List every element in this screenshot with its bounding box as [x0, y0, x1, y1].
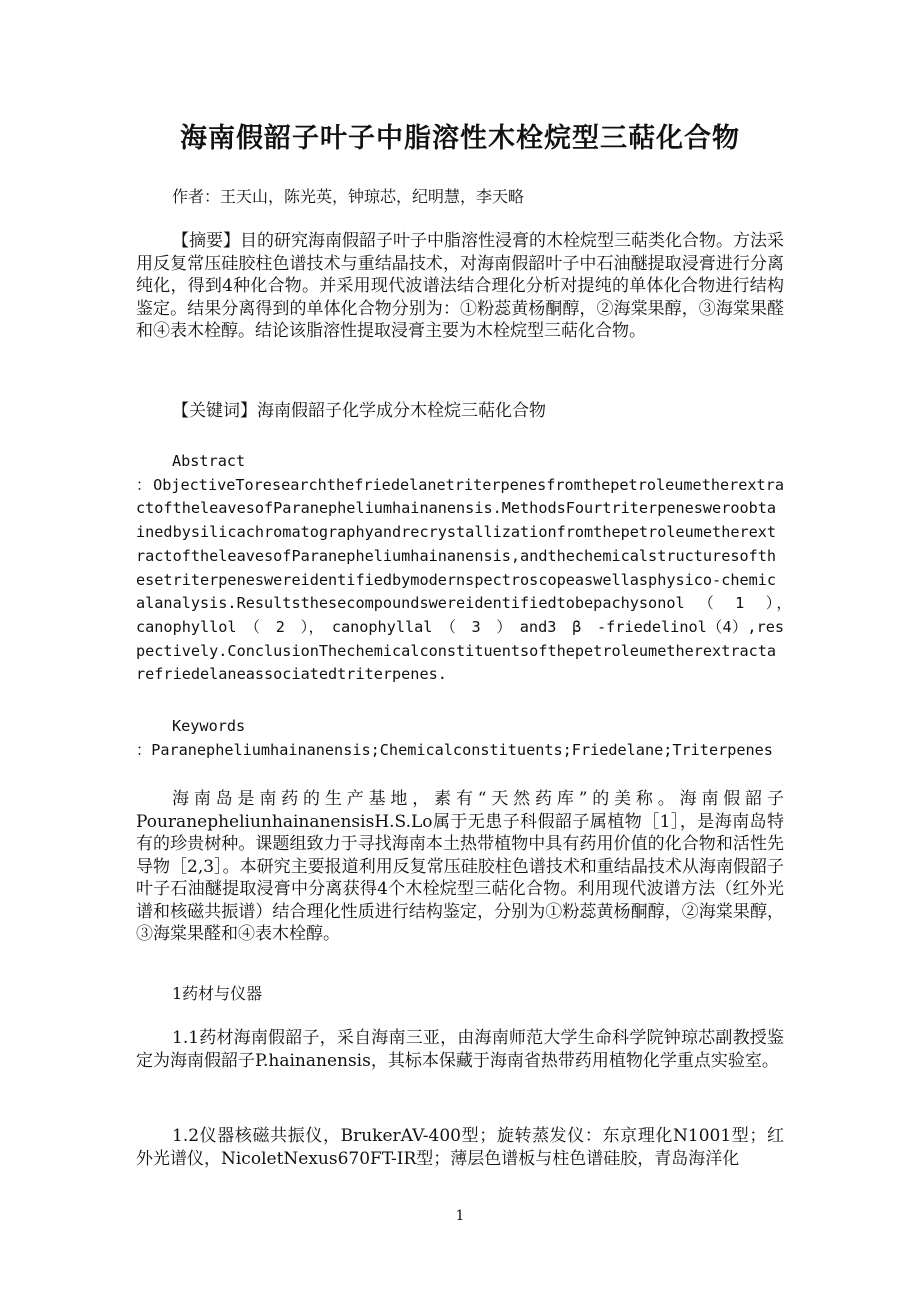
- section-heading: 1药材与仪器: [172, 984, 263, 1003]
- paper-title: 海南假韶子叶子中脂溶性木栓烷型三萜化合物: [180, 123, 740, 154]
- english-abstract: Abstract ：ObjectiveToresearchthefriedelanetriterpenesfromthepetroleumetherextractoftheleavesofParanepheliumhainanensis.MethodsFourtriterpenesweroobtainedbysilicachromatographyandrecrystallizationfromthepetroleumetherextractoftheleavesofParanepheliumhainanensis,andthechemicalstructuresofthesetriterpeneswereidentifiedbymodernspectroscopeaswellasphysico-chemicalanalysis.Resultsthesecompoundswereidentifiedtobepachysonol （ 1 ）， canophyllol （ 2 ）， canophyllal （ 3 ） and3 β -friedelinol（4）,respectively.ConclusionThechemicalconstituentsofthepetroleumetherextractarefriedelaneassociatedtriterpenes.: [136, 452, 800, 684]
- chinese-keywords: 【关键词】海南假韶子化学成分木栓烷三萜化合物: [172, 401, 546, 421]
- materials-paragraph: 1.1药材海南假韶子，采自海南三亚，由海南师范大学生命科学院钟琼芯副教授鉴定为海南假韶子P.hainanensis，其标本保藏于海南省热带药用植物化学重点实验室。: [136, 1028, 784, 1071]
- english-keywords: Keywords ：Paranepheliumhainanensis;Chemicalconstituents;Friedelane;Triterpenes: [136, 717, 777, 759]
- page-number: 1: [455, 1208, 465, 1224]
- author-list: 作者：王天山，陈光英，钟琼芯，纪明慧，李天略: [172, 187, 525, 206]
- chinese-abstract: 【摘要】目的研究海南假韶子叶子中脂溶性浸膏的木栓烷型三萜类化合物。方法采用反复常压硅胶柱色谱技术与重结晶技术，对海南假韶叶子中石油醚提取浸膏进行分离纯化，得到4种化合物。并采用现代波谱法结合理化分析对提纯的单体化合物进行结构鉴定。结果分离得到的单体化合物分别为：①粉蕊黄杨酮醇，②海棠果醇，③海棠果醛和④表木栓醇。结论该脂溶性提取浸膏主要为木栓烷型三萜化合物。: [136, 231, 784, 341]
- instruments-paragraph: 1.2仪器核磁共振仪，BrukerAV-400型；旋转蒸发仪：东京理化N1001型；红外光谱仪，NicoletNexus670FT-IR型；薄层色谱板与柱色谱硅胶，青岛海洋化: [136, 1126, 784, 1169]
- introduction-paragraph: 海南岛是南药的生产基地，素有“天然药库”的美称。海南假韶子PouranepheliunhainanensisH.S.Lo属于无患子科假韶子属植物［1］，是海南岛特有的珍贵树种。课题组致力于寻找海南本土热带植物中具有药用价值的化合物和活性先导物［2,3］。本研究主要报道利用反复常压硅胶柱色谱技术和重结晶技术从海南假韶子叶子石油醚提取浸膏中分离获得4个木栓烷型三萜化合物。利用现代波谱方法（红外光谱和核磁共振谱）结合理化性质进行结构鉴定，分别为①粉蕊黄杨酮醇，②海棠果醇，③海棠果醛和④表木栓醇。: [136, 789, 784, 944]
